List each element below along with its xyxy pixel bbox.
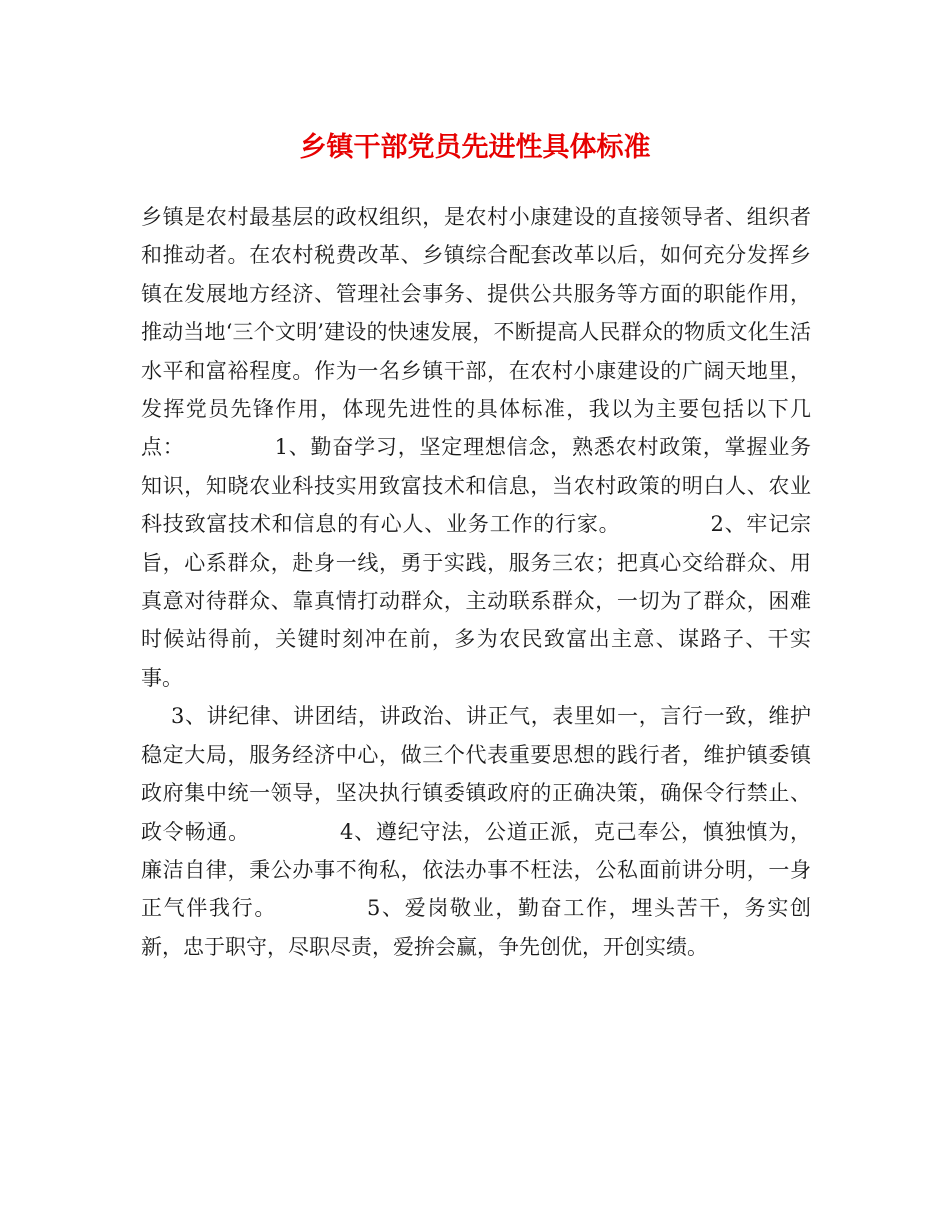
paragraph-2	[141, 697, 811, 966]
item-1-text: 1、勤奋学习，坚定理想信念，熟悉农村政策，掌握业务知识，知晓农业科技实用致富技术和信息，当农村政策的明白人、农业科技致富技术和信息的有心人、业务工作的行家。	[141, 435, 812, 537]
document-body	[141, 198, 811, 966]
document-title: 乡镇干部党员先进性具体标准	[299, 132, 651, 163]
item-4-text: 4、遵纪守法，公道正派，克己奉公，慎独慎为，廉洁自律，秉公办事不徇私，依法办事不枉法，公私面前讲分明，一身正气伴我行。	[141, 819, 812, 921]
paragraph-1	[141, 198, 811, 697]
item-5-text: 5、爱岗敬业，勤奋工作，埋头苦干，务实创新，忠于职守，尽职尽责，爱拚会赢，争先创优，开创实绩。	[141, 896, 812, 959]
intro-text: 乡镇是农村最基层的政权组织，是农村小康建设的直接领导者、组织者和推动者。在农村税费改革、乡镇综合配套改革以后，如何充分发挥乡镇在发展地方经济、管理社会事务、提供公共服务等方面的职能作用，推动当地‘三个文明’建设的快速发展，不断提高人民群众的物质文化生活水平和富裕程度。作为一名乡镇干部，在农村小康建设的广阔天地里，发挥党员先锋作用，体现先进性的具体标准，我以为主要包括以下几点：	[141, 205, 811, 460]
item-2-text: 2、牢记宗旨，心系群众，赴身一线，勇于实践，服务三农；把真心交给群众、用真意对待群众、靠真情打动群众，主动联系群众，一切为了群众，困难时候站得前，关键时刻冲在前，多为农民致富出主意、谋路子、干实事。	[141, 512, 811, 690]
item-3-text: 3、讲纪律、讲团结，讲政治、讲正气，表里如一，言行一致，维护稳定大局，服务经济中心，做三个代表重要思想的践行者，维护镇委镇政府集中统一领导，坚决执行镇委镇政府的正确决策，确保令行禁止、政令畅通。	[141, 704, 811, 844]
